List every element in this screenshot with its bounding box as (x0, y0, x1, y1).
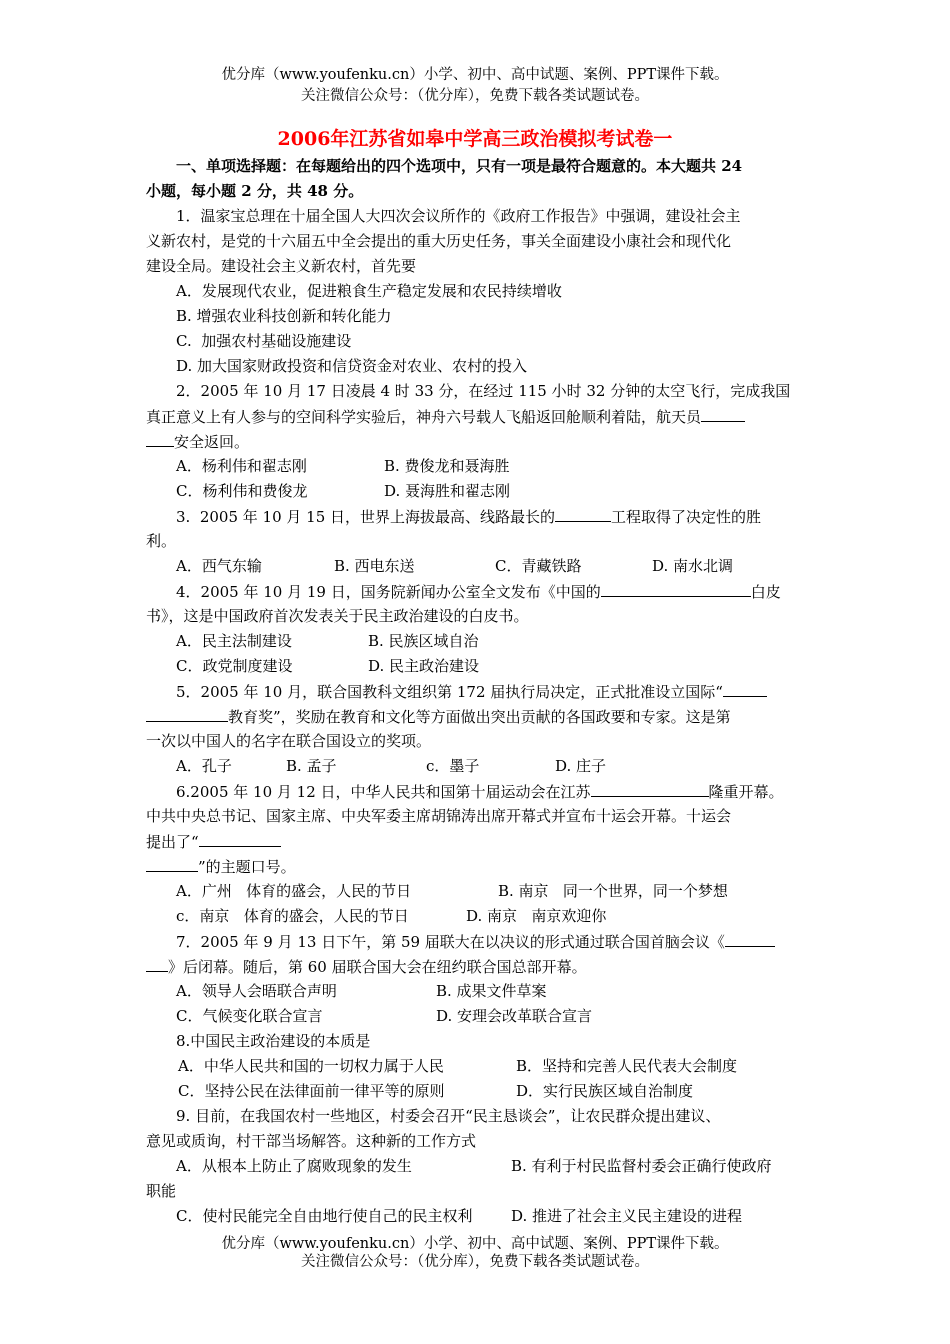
q5-option-c: c．墨子 (426, 757, 480, 775)
q5-stem-line-3: 一次以中国人的名字在联合国设立的奖项。 (146, 732, 432, 750)
footer-line-1: 优分库（www.youfenku.cn）小学、初中、高中试题、案例、PPT课件下载。 (221, 1236, 729, 1252)
answer-blank (146, 856, 198, 872)
q1-option-a: A．发展现代农业，促进粮食生产稳定发展和农民持续增收 (176, 282, 562, 300)
q7-option-a: A．领导人会晤联合声明 (176, 982, 337, 1000)
q9-option-c: C．使村民能完全自由地行使自己的民主权利 (176, 1207, 473, 1225)
q7-option-b: B. 成果文件草案 (436, 982, 547, 1000)
q1-stem-line-1: 1．温家宝总理在十届全国人大四次会议所作的《政府工作报告》中强调，建设社会主 (176, 207, 741, 225)
q4-option-a: A．民主法制建设 (176, 632, 292, 650)
q8-option-c: C．坚持公民在法律面前一律平等的原则 (178, 1082, 445, 1100)
q6-stem-line-3: 提出了“ (146, 831, 281, 852)
q5-stem-line-1: 5．2005 年 10 月，联合国教科文组织第 172 届执行局决定，正式批准设立国际“ (176, 681, 767, 702)
q6-stem-line-4: ”的主题口号。 (146, 856, 296, 877)
q3-option-b: B. 西电东送 (334, 557, 415, 575)
q7-stem-line-2: 》后闭幕。随后，第 60 届联合国大会在纽约联合国总部开幕。 (146, 956, 587, 977)
header-line-2: 关注微信公众号：（优分库），免费下载各类试题试卷。 (301, 88, 649, 104)
page-title: 2006年江苏省如皋中学高三政治模拟考试卷一 (277, 128, 673, 150)
q5-stem-line-2: 教育奖”，奖励在教育和文化等方面做出突出贡献的各国政要和专家。这是第 (146, 706, 731, 727)
answer-blank (146, 956, 168, 972)
q2-option-d: D. 聂海胜和翟志刚 (384, 482, 511, 500)
answer-blank (146, 431, 174, 447)
q6-stem-line-1: 6.2005 年 10 月 12 日，中华人民共和国第十届运动会在江苏 隆重开幕。 (176, 783, 784, 801)
q3-option-d: D. 南水北调 (652, 557, 734, 575)
q7-stem-line-1: 7．2005 年 9 月 13 日下午，第 59 届联大在以决议的形式通过联合国首脑会议《 (176, 931, 775, 952)
q5-option-a: A．孔子 (176, 757, 232, 775)
q4-stem-line-2: 书》，这是中国政府首次发表关于民主政治建设的白皮书。 (146, 607, 529, 625)
q1-option-d: D. 加大国家财政投资和信贷资金对农业、农村的投入 (176, 357, 528, 375)
q8-option-a: A．中华人民共和国的一切权力属于人民 (178, 1057, 444, 1075)
q3-option-a: A．西气东输 (176, 557, 262, 575)
q2-stem-line-3: 安全返回。 (146, 431, 249, 452)
answer-blank (146, 706, 228, 722)
q4-stem-line-1: 4．2005 年 10 月 19 日，国务院新闻办公室全文发布《中国的 白皮 (176, 583, 781, 601)
q5-option-d: D. 庄子 (555, 757, 607, 775)
q1-stem-line-2: 义新农村，是党的十六届五中全会提出的重大历史任务，事关全面建设小康社会和现代化 (146, 232, 732, 250)
answer-blank (723, 681, 767, 697)
answer-blank (725, 931, 775, 947)
header-line-1: 优分库（www.youfenku.cn）小学、初中、高中试题、案例、PPT课件下载。 (221, 67, 729, 83)
q9-option-d: D. 推进了社会主义民主建设的进程 (511, 1207, 743, 1225)
answer-blank (591, 781, 709, 797)
q4-option-b: B. 民族区域自治 (368, 632, 479, 650)
q6-option-a: A．广州 体育的盛会，人民的节日 (176, 882, 412, 900)
footer-line-2: 关注微信公众号：（优分库），免费下载各类试题试卷。 (301, 1254, 649, 1270)
q7-option-d: D. 安理会改革联合宣言 (436, 1007, 593, 1025)
q4-option-d: D. 民主政治建设 (368, 657, 480, 675)
q9-stem-line-2: 意见或质询，村干部当场解答。这种新的工作方式 (146, 1132, 477, 1150)
q3-stem-line-2: 利。 (146, 532, 177, 550)
q7-option-c: C．气候变化联合宣言 (176, 1007, 323, 1025)
q6-option-d: D. 南京 南京欢迎你 (466, 907, 607, 925)
q4-option-c: C．政党制度建设 (176, 657, 293, 675)
q9-stem-line-1: 9. 目前，在我国农村一些地区，村委会召开“民主恳谈会”，让农民群众提出建议、 (176, 1107, 721, 1125)
q2-option-b: B. 费俊龙和聂海胜 (384, 457, 510, 475)
q9-option-b-continued: 职能 (146, 1182, 177, 1200)
answer-blank (601, 581, 751, 597)
q6-stem-line-2: 中共中央总书记、国家主席、中央军委主席胡锦涛出席开幕式并宣布十运会开幕。十运会 (146, 807, 732, 825)
q2-stem-line-2: 真正意义上有人参与的空间科学实验后，神舟六号载人飞船返回舱顺利着陆，航天员 (146, 406, 745, 427)
q2-stem-line-1: 2．2005 年 10 月 17 日凌晨 4 时 33 分，在经过 115 小时 32 分钟的太空飞行，完成我国 (176, 382, 791, 400)
section-heading-line-2: 小题，每小题 2 分，共 48 分。 (146, 182, 364, 200)
section-heading-line-1: 一、单项选择题：在每题给出的四个选项中，只有一项是最符合题意的。本大题共 24 (176, 157, 743, 175)
q5-option-b: B. 孟子 (286, 757, 337, 775)
q2-option-a: A．杨利伟和翟志刚 (176, 457, 307, 475)
q8-option-b: B．坚持和完善人民代表大会制度 (516, 1057, 738, 1075)
q8-stem-line-1: 8.中国民主政治建设的本质是 (176, 1032, 371, 1050)
q6-option-c: c．南京 体育的盛会，人民的节日 (176, 907, 409, 925)
q6-option-b: B. 南京 同一个世界，同一个梦想 (498, 882, 728, 900)
q8-option-d: D．实行民族区域自治制度 (516, 1082, 694, 1100)
q9-option-b: B. 有利于村民监督村委会正确行使政府 (511, 1157, 772, 1175)
q1-stem-line-3: 建设全局。建设社会主义新农村，首先要 (146, 257, 417, 275)
q9-option-a: A．从根本上防止了腐败现象的发生 (176, 1157, 412, 1175)
q1-option-b: B. 增强农业科技创新和转化能力 (176, 307, 392, 325)
q1-option-c: C. 加强农村基础设施建设 (176, 332, 352, 350)
q2-option-c: C．杨利伟和费俊龙 (176, 482, 308, 500)
answer-blank (555, 506, 611, 522)
answer-blank (701, 406, 745, 422)
answer-blank (199, 831, 281, 847)
q3-stem-line-1: 3. 2005 年 10 月 15 日，世界上海拔最高、线路最长的 工程取得了决定性的胜 (176, 508, 762, 526)
q3-option-c: C．青藏铁路 (495, 557, 582, 575)
